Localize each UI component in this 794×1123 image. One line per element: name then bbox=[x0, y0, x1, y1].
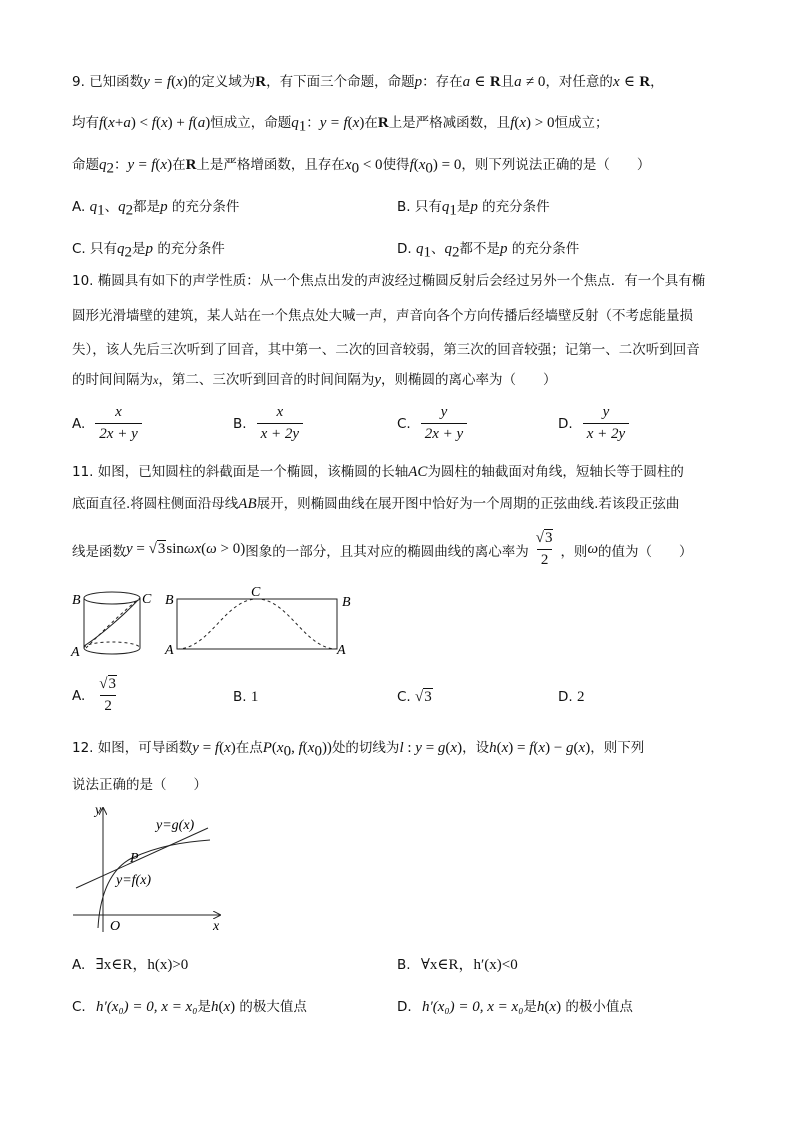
y-axis-label: y bbox=[95, 803, 102, 818]
q11-option-d[interactable]: D. 2 bbox=[558, 689, 585, 705]
q10-option-b[interactable]: B. $\frac{x}{x + 2y}$ bbox=[233, 404, 306, 443]
q10-c-numerator: y bbox=[440, 404, 448, 420]
q12-option-c[interactable]: C. h′(x₀) = 0, x = x₀是h(x) 的极大值点 bbox=[72, 999, 307, 1015]
q10-option-d[interactable]: D. $\frac{y}{x + 2y}$ bbox=[558, 404, 632, 443]
q9-line2: 均有f(x+a) < f(x) + f(a)恒成立，命题$q_1$：y = f(x)在R上是严格减函数，且f(x) > 0恒成立； bbox=[72, 115, 609, 135]
q10-b-numerator: x bbox=[276, 404, 284, 420]
q9-option-b[interactable]: B. 只有$q_1$是p 的充分条件 bbox=[397, 199, 550, 219]
q10-option-c[interactable]: C. $\frac{y}{2x + y}$ bbox=[397, 404, 470, 443]
q12-line2: 说法正确的是（ ） bbox=[72, 777, 207, 793]
q10-d-numerator: y bbox=[602, 404, 610, 420]
q12-graph bbox=[68, 800, 228, 936]
origin-label: O bbox=[110, 919, 121, 934]
g-curve-label: y=g(x) bbox=[156, 818, 195, 833]
q9-line3: 命题$q_2$：y = f(x)在R上是严格增函数，且存在$x_0 < 0$使得$f(x_0) = 0$，则下列说法正确的是（ ） bbox=[72, 157, 651, 177]
q10-c-denominator: 2x + y bbox=[421, 423, 467, 443]
q10-a-numerator: x bbox=[115, 404, 122, 420]
q9-option-c[interactable]: C. 只有$q_2$是p 的充分条件 bbox=[72, 241, 225, 261]
q12-option-d[interactable]: D. h′(x₀) = 0, x = x₀是h(x) 的极小值点 bbox=[397, 999, 633, 1015]
q9-option-d[interactable]: D. $q_1$、$q_2$都不是p 的充分条件 bbox=[397, 241, 580, 261]
f-curve-label: y=f(x) bbox=[116, 873, 152, 888]
q9-option-a[interactable]: A. $q_1$、$q_2$都是p 的充分条件 bbox=[72, 199, 240, 219]
q11-option-c[interactable]: C. √3 bbox=[397, 689, 432, 705]
q11-option-a[interactable]: A. $\frac{√3}{2}$ bbox=[72, 676, 117, 714]
x-axis-label: x bbox=[213, 919, 220, 934]
unrolled-diagram bbox=[177, 599, 337, 649]
q12-option-b[interactable]: B. ∀x∈R，h′(x)<0 bbox=[397, 957, 518, 973]
q10-a-denominator: 2x + y bbox=[95, 423, 141, 443]
axes bbox=[73, 808, 220, 932]
cylinder-diagram bbox=[84, 592, 140, 654]
cyl-label-a: A bbox=[71, 645, 80, 660]
q11-line1: 11. 如图，已知圆柱的斜截面是一个椭圆，该椭圆的长轴AC为圆柱的轴截面对角线，短轴长等于圆柱的 bbox=[72, 464, 684, 480]
q11-line3: 线是函数 y = √3 sin ωx ( ω > 0) 图象的一部分，且其对应的椭圆曲线的离心率为 $\frac{√3}{2}$ ，则 ω 的值为（ ） bbox=[72, 530, 693, 568]
q10-line4: 的时间间隔为x，第二、三次听到回音的时间间隔为y，则椭圆的离心率为（ ） bbox=[72, 372, 557, 388]
q10-line3: 失），该人先后三次听到了回音，其中第一、二次的回音较弱，第三次的回音较强；记第一、二次听到回音 bbox=[72, 342, 700, 358]
q12-line1: 12. 如图，可导函数y = f(x)在点$P(x_0$, $f(x_0)$)处的切线为l : y = g(x)，设h(x) = f(x) − g(x)，则下列 bbox=[72, 740, 645, 760]
q11-option-b[interactable]: B. 1 bbox=[233, 689, 259, 705]
rect-label-a-right: A bbox=[337, 643, 346, 658]
rect-label-b-right: B bbox=[342, 595, 351, 610]
q10-line2: 圆形光滑墙壁的建筑，某人站在一个焦点处大喊一声，声音向各个方向传播后经墙壁反射（不考虑能量损 bbox=[72, 308, 693, 324]
q9-line1: 9. 已知函数y = f(x)的定义域为R，有下面三个命题，命题p：存在a ∈ R且a ≠ 0，对任意的x ∈ R， bbox=[72, 74, 664, 90]
point-p-label: P bbox=[130, 851, 139, 866]
q10-d-denominator: x + 2y bbox=[583, 423, 629, 443]
q11-figure bbox=[70, 584, 360, 660]
cyl-label-b: B bbox=[72, 593, 81, 608]
q11-line2: 底面直径.将圆柱侧面沿母线AB展开，则椭圆曲线在展开图中恰好为一个周期的正弦曲线.若该段正弦曲 bbox=[72, 496, 680, 512]
q10-option-a[interactable]: A. $\frac{x}{2x + y}$ bbox=[72, 404, 145, 443]
cyl-label-c: C bbox=[142, 592, 152, 607]
q12-option-a[interactable]: A. ∃x∈R，h(x)>0 bbox=[72, 957, 189, 973]
rect-label-a-left: A bbox=[165, 643, 174, 658]
rect-label-b-left: B bbox=[165, 593, 174, 608]
q10-line1: 10. 椭圆具有如下的声学性质：从一个焦点出发的声波经过椭圆反射后会经过另外一个焦点．有一个具有椭 bbox=[72, 273, 706, 289]
rect-label-c: C bbox=[251, 585, 261, 600]
q10-b-denominator: x + 2y bbox=[257, 423, 303, 443]
